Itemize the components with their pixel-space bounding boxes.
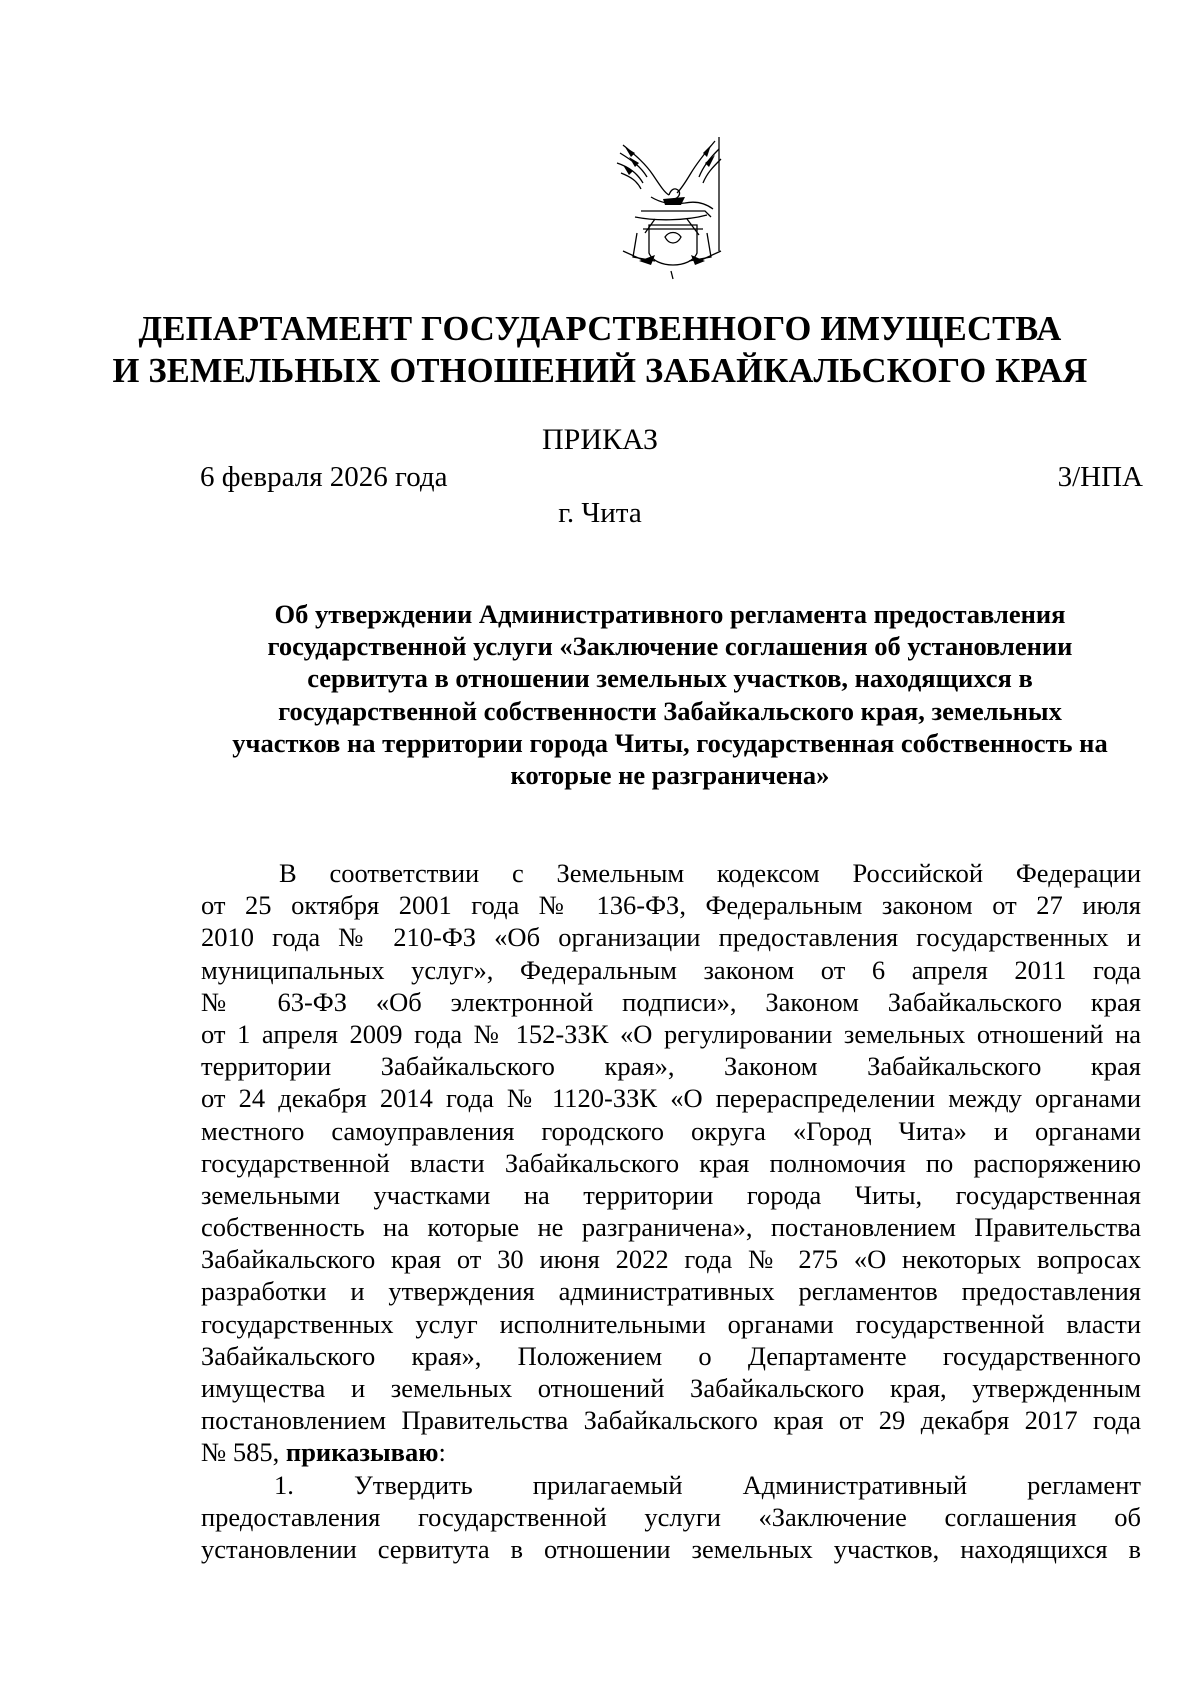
item-word: Утвердить: [353, 1469, 473, 1500]
title-line: участков на территории города Читы, государственная собственность на: [232, 727, 1108, 758]
document-title: [200, 598, 1140, 791]
list-item-1-first-line: [201, 1469, 1141, 1501]
item-number: 1.: [274, 1469, 294, 1500]
body-line: имущества и земельных отношений Забайкальского края, утвержденным: [201, 1373, 1141, 1403]
document-body: [201, 857, 1141, 1565]
item-word: прилагаемый: [532, 1469, 683, 1500]
department-line-2: И ЗЕМЕЛЬНЫХ ОТНОШЕНИЙ ЗАБАЙКАЛЬСКОГО КРАЯ: [112, 352, 1088, 390]
item-word: Административный: [742, 1469, 968, 1500]
body-line: земельными участками на территории города Читы, государственная: [201, 1179, 1141, 1210]
body-line: Забайкальского края от 30 июня 2022 года № 275 «О некоторых вопросах: [201, 1244, 1141, 1275]
body-line: территории Забайкальского края», Законом Забайкальского края: [201, 1051, 1141, 1082]
body-line: разработки и утверждения административных регламентов предоставления: [201, 1276, 1141, 1307]
body-line: установлении сервитута в отношении земельных участков, находящихся в: [201, 1533, 1141, 1564]
title-line: государственной собственности Забайкальского края, земельных: [278, 695, 1062, 726]
document-number: 3/НПА: [1057, 461, 1143, 493]
department-line-1: ДЕПАРТАМЕНТ ГОСУДАРСТВЕННОГО ИМУЩЕСТВА: [138, 310, 1062, 348]
title-line: которые не разграничена»: [510, 760, 830, 791]
body-line: государственных услуг исполнительными органами государственной власти: [201, 1308, 1141, 1339]
document-date: 6 февраля 2026 года: [200, 461, 448, 493]
title-line: Об утверждении Административного регламента предоставления: [274, 599, 1066, 629]
body-line: от 24 декабря 2014 года № 1120-ЗЗК «О перераспределении между органами: [201, 1083, 1141, 1114]
title-line: сервитута в отношении земельных участков, находящихся в: [307, 663, 1033, 694]
body-line: от 1 апреля 2009 года № 152-ЗЗК «О регулировании земельных отношений на: [201, 1018, 1141, 1049]
body-line: 2010 года № 210-ФЗ «Об организации предоставления государственных и: [201, 922, 1141, 953]
body-line: муниципальных услуг», Федеральным законом от 6 апреля 2011 года: [201, 954, 1141, 985]
body-line: предоставления государственной услуги «Заключение соглашения об: [201, 1501, 1141, 1532]
body-line: собственность на которые не разграничена», постановлением Правительства: [201, 1212, 1141, 1243]
body-line: государственной власти Забайкальского края полномочия по распоряжению: [201, 1147, 1141, 1178]
body-line: от 25 октября 2001 года № 136-ФЗ, Федеральным законом от 27 июля: [201, 890, 1141, 921]
closing-line: [201, 1436, 1141, 1468]
body-line: постановлением Правительства Забайкальского края от 29 декабря 2017 года: [201, 1405, 1141, 1436]
item-word: регламент: [1027, 1469, 1141, 1500]
body-line: местного самоуправления городского округа «Город Чита» и органами: [201, 1115, 1141, 1146]
department-name: [0, 308, 1200, 392]
body-line: В соответствии с Земельным кодексом Российской Федерации: [279, 858, 1141, 888]
document-city: г. Чита: [558, 497, 642, 529]
closing-prefix: № 585,: [201, 1437, 286, 1468]
title-line: государственной услуги «Заключение соглашения об установлении: [267, 631, 1073, 662]
body-line: № 63-ФЗ «Об электронной подписи», Законом Забайкальского края: [201, 986, 1141, 1017]
closing-suffix: :: [438, 1437, 446, 1468]
body-line: Забайкальского края», Положением о Департаменте государственного: [201, 1340, 1141, 1371]
coat-of-arms-icon: [615, 133, 730, 280]
document-type: ПРИКАЗ: [542, 423, 658, 456]
order-verb: приказываю: [285, 1437, 439, 1468]
